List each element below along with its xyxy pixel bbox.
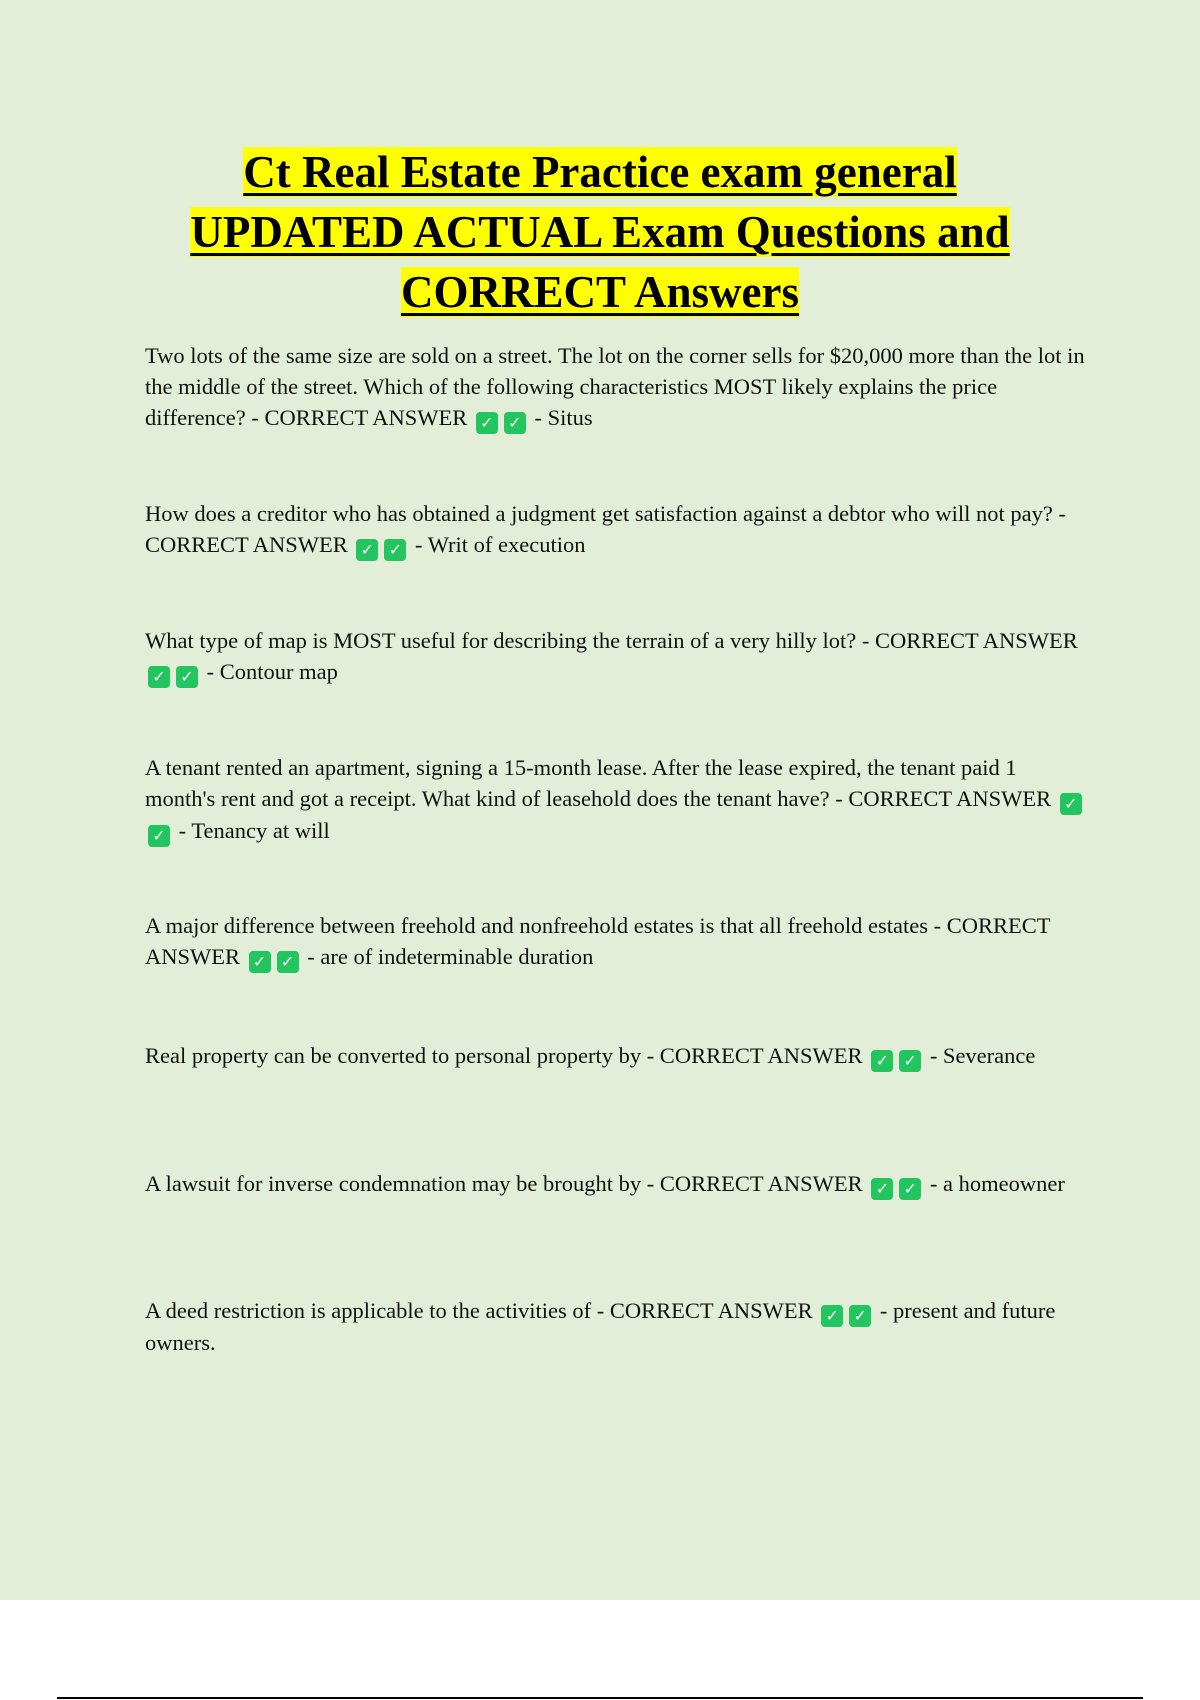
answer-text: - a homeowner — [929, 1171, 1065, 1196]
question-text: Two lots of the same size are sold on a street. The lot on the corner sells for $20,000 more than the lot in the middle of the street. Which of the following characteristics MOST likely explains the price difference? - CORRECT ANSWER — [145, 343, 1085, 430]
check-icon: ✓ — [871, 1050, 893, 1072]
footer-rule — [57, 1697, 1143, 1699]
check-icon: ✓ — [871, 1178, 893, 1200]
answer-text: - Contour map — [206, 659, 338, 684]
answer-text: - Tenancy at will — [178, 818, 330, 843]
title-line-3: CORRECT Answers — [401, 267, 799, 317]
check-icon: ✓ — [821, 1305, 843, 1327]
question-text: A lawsuit for inverse condemnation may be brought by - CORRECT ANSWER — [145, 1171, 863, 1196]
check-icon: ✓ — [148, 666, 170, 688]
qa-item-7 — [145, 1168, 1085, 1200]
check-icon: ✓ — [849, 1305, 871, 1327]
check-icon: ✓ — [249, 951, 271, 973]
answer-text: - Writ of execution — [415, 532, 586, 557]
question-text: A deed restriction is applicable to the activities of - CORRECT ANSWER — [145, 1298, 813, 1323]
question-text: How does a creditor who has obtained a judgment get satisfaction against a debtor who will not pay? - CORRECT ANSWER — [145, 501, 1067, 557]
document-title — [0, 142, 1200, 322]
check-icon: ✓ — [356, 539, 378, 561]
answer-text: - present and future owners. — [145, 1298, 1056, 1355]
answer-text: - Severance — [929, 1043, 1036, 1068]
title-line-1: Ct Real Estate Practice exam general — [243, 147, 957, 197]
question-text: A tenant rented an apartment, signing a 15-month lease. After the lease expired, the tenant paid 1 month's rent and got a receipt. What kind of leasehold does the tenant have? - CORRECT ANSWER — [145, 755, 1052, 811]
check-icon: ✓ — [476, 412, 498, 434]
check-icon: ✓ — [899, 1178, 921, 1200]
question-text: Real property can be converted to personal property by - CORRECT ANSWER — [145, 1043, 863, 1068]
question-text: What type of map is MOST useful for describing the terrain of a very hilly lot? - CORRECT ANSWER — [145, 628, 1078, 653]
check-icon: ✓ — [384, 539, 406, 561]
qa-item-3 — [145, 625, 1085, 688]
qa-item-2 — [145, 498, 1085, 561]
title-line-2: UPDATED ACTUAL Exam Questions and — [190, 207, 1010, 257]
qa-item-5 — [145, 910, 1085, 973]
check-icon: ✓ — [1060, 793, 1082, 815]
qa-item-1 — [145, 340, 1085, 434]
qa-item-6 — [145, 1040, 1085, 1072]
qa-item-4 — [145, 752, 1085, 847]
check-icon: ✓ — [899, 1050, 921, 1072]
answer-text: - are of indeterminable duration — [307, 944, 594, 969]
check-icon: ✓ — [277, 951, 299, 973]
check-icon: ✓ — [148, 825, 170, 847]
answer-text: - Situs — [534, 405, 593, 430]
qa-item-8 — [145, 1295, 1085, 1358]
check-icon: ✓ — [504, 412, 526, 434]
question-text: A major difference between freehold and nonfreehold estates is that all freehold estates - CORRECT ANSWER — [145, 913, 1051, 969]
check-icon: ✓ — [176, 666, 198, 688]
